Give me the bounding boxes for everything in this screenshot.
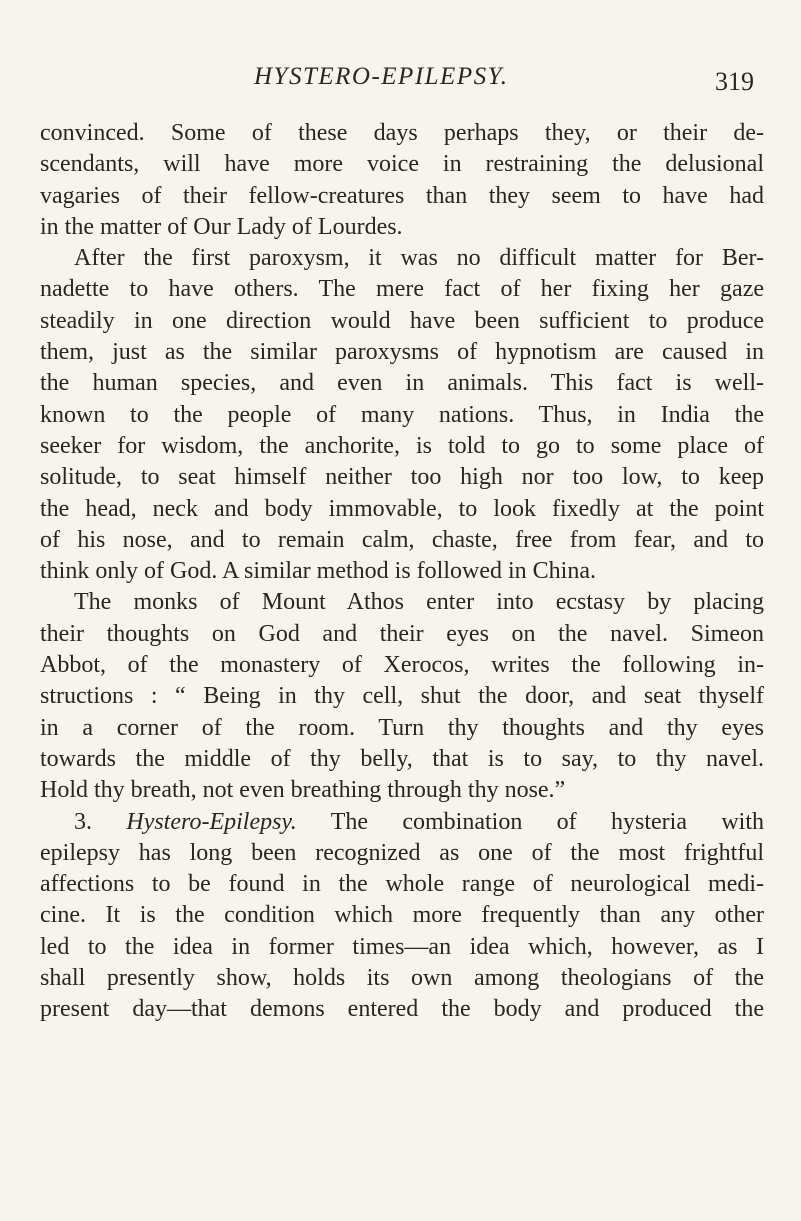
- text-line: known to the people of many nations. Thus, in India the: [40, 401, 764, 428]
- text-line: Abbot, of the monastery of Xerocos, writes the following in-: [40, 652, 764, 679]
- text-line: The monks of Mount Athos enter into ecstasy by placing: [74, 589, 764, 616]
- page-number: 319: [715, 67, 754, 96]
- section-number: 3.: [74, 808, 92, 835]
- text-line: of his nose, and to remain calm, chaste, free from fear, and to: [40, 526, 764, 553]
- text-line: seeker for wisdom, the anchorite, is told to go to some place of: [40, 432, 764, 459]
- text-line: structions : “ Being in thy cell, shut the door, and seat thyself: [40, 683, 764, 710]
- text-line: solitude, to seat himself neither too high nor too low, to keep: [40, 464, 764, 491]
- text-line: think only of God. A similar method is followed in China.: [40, 558, 596, 585]
- text-line: shall presently show, holds its own among theologians of the: [40, 965, 764, 992]
- running-header: [0, 63, 801, 97]
- text-line: in the matter of Our Lady of Lourdes.: [40, 213, 403, 240]
- section-heading: Hystero-Epilepsy.: [126, 808, 297, 835]
- body-text: [40, 118, 764, 1026]
- text-line: scendants, will have more voice in restraining the delusional: [40, 151, 764, 178]
- text-line: convinced. Some of these days perhaps they, or their de-: [40, 120, 764, 146]
- text-line: towards the middle of thy belly, that is to say, to thy navel.: [40, 745, 764, 772]
- text-line: the human species, and even in animals. This fact is well-: [40, 370, 764, 397]
- text-line: steadily in one direction would have been sufficient to produce: [40, 307, 764, 334]
- text-line: them, just as the similar paroxysms of hypnotism are caused in: [40, 339, 764, 366]
- text-line: epilepsy has long been recognized as one of the most frightful: [40, 839, 764, 866]
- running-title: HYSTERO-EPILEPSY.: [254, 63, 509, 90]
- text-line: nadette to have others. The mere fact of her fixing her gaze: [40, 276, 764, 303]
- text-line: vagaries of their fellow-creatures than they seem to have had: [40, 182, 764, 209]
- text-line: cine. It is the condition which more frequently than any other: [40, 902, 764, 929]
- text-line: the head, neck and body immovable, to look fixedly at the point: [40, 495, 764, 522]
- text-line: After the first paroxysm, it was no difficult matter for Ber-: [74, 245, 764, 272]
- text-line: Hold thy breath, not even breathing through thy nose.”: [40, 777, 566, 804]
- text-line: led to the idea in former times—an idea which, however, as I: [40, 933, 764, 960]
- text-line: affections to be found in the whole range of neurological medi-: [40, 871, 764, 898]
- section-heading-line: [40, 807, 764, 838]
- text-line: in a corner of the room. Turn thy thoughts and thy eyes: [40, 714, 764, 741]
- text-line: their thoughts on God and their eyes on the navel. Simeon: [40, 620, 764, 647]
- text-line: present day—that demons entered the body and produced the: [40, 996, 764, 1023]
- section-heading-rest: The combination of hysteria with: [330, 808, 765, 835]
